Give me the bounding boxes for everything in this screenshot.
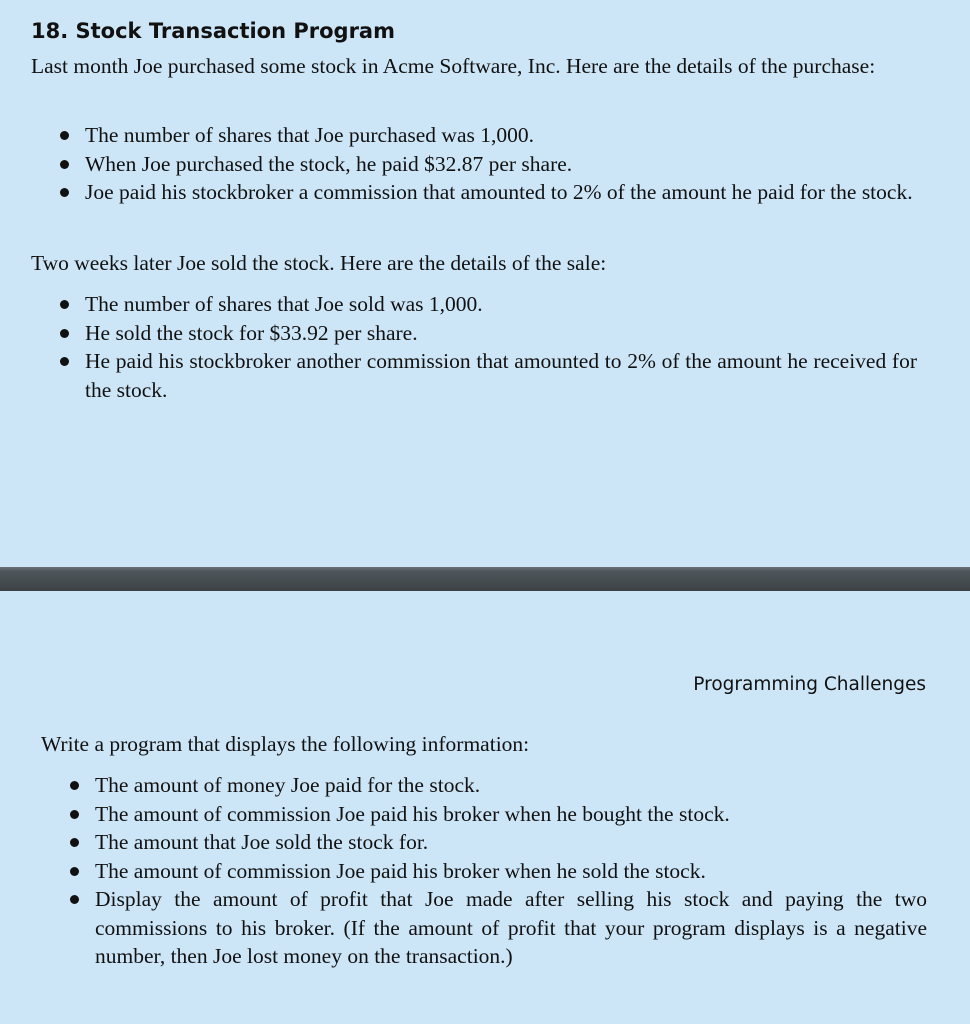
- list-item: The amount that Joe sold the stock for.: [41, 828, 927, 857]
- page-divider: [0, 567, 970, 591]
- list-item: Joe paid his stockbroker a commission that amounted to 2% of the amount he paid for the stock.: [31, 178, 917, 207]
- list-item: The number of shares that Joe sold was 1,000.: [31, 290, 917, 319]
- list-item: He sold the stock for $33.92 per share.: [31, 319, 917, 348]
- list-item: The amount of money Joe paid for the stock.: [41, 771, 927, 800]
- list-item: The amount of commission Joe paid his broker when he sold the stock.: [41, 857, 927, 886]
- list-item: The amount of commission Joe paid his broker when he bought the stock.: [41, 800, 927, 829]
- program-requirements-list: [41, 771, 927, 971]
- purchase-intro-paragraph: Last month Joe purchased some stock in Acme Software, Inc. Here are the details of the purchase:: [31, 54, 876, 78]
- list-item: The number of shares that Joe purchased was 1,000.: [31, 121, 917, 150]
- purchase-details-list: [31, 121, 917, 207]
- list-item: He paid his stockbroker another commission that amounted to 2% of the amount he received for the stock.: [31, 347, 917, 404]
- list-item: When Joe purchased the stock, he paid $32.87 per share.: [31, 150, 917, 179]
- list-item: Display the amount of profit that Joe made after selling his stock and paying the two commissions to his broker. (If the amount of profit that your program displays is a negative number, then Joe lost money on the transaction.): [41, 885, 927, 971]
- sale-details-list: [31, 290, 917, 404]
- program-prompt-paragraph: Write a program that displays the following information:: [41, 732, 530, 756]
- sale-intro-paragraph: Two weeks later Joe sold the stock. Here are the details of the sale:: [31, 251, 607, 275]
- running-head: Programming Challenges: [693, 674, 926, 695]
- exercise-heading: 18. Stock Transaction Program: [31, 19, 395, 43]
